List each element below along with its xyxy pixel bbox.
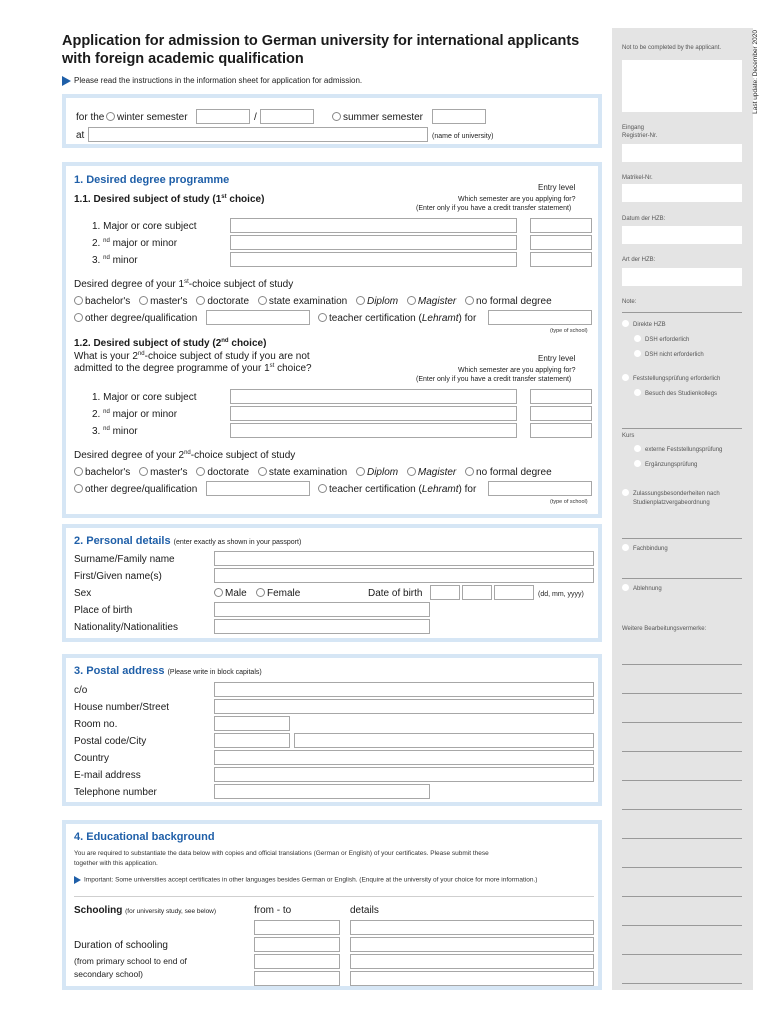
winter-radio[interactable] bbox=[106, 112, 115, 121]
section4-important: Important: Some universities accept certificates in other languages besides German or English. (Enquire at the university of your choice for more information.) bbox=[74, 876, 537, 884]
section1-heading: 1. Desired degree programme bbox=[74, 174, 230, 186]
page-title: Application for admission to German university for international applicants with foreign academic qualification bbox=[62, 33, 580, 67]
externe-fsp-option[interactable]: externe Feststellungsprüfung bbox=[634, 445, 722, 454]
for-the-label: for the bbox=[76, 112, 105, 123]
minor-label-2: 3. $^{nd}$ minor bbox=[92, 426, 138, 437]
duration-label: Duration of schooling bbox=[74, 940, 168, 951]
office-use-sidebar bbox=[612, 28, 753, 990]
section4-heading: 4. Educational background bbox=[74, 831, 215, 843]
section-degree-programme bbox=[62, 162, 602, 518]
entry-level-input-6[interactable] bbox=[530, 423, 592, 438]
section3-heading: 3. Postal address (Please write in block capitals) bbox=[74, 665, 262, 677]
country-label: Country bbox=[74, 753, 110, 764]
teacher-cert-option-2[interactable]: teacher certification (Lehramt) for bbox=[318, 484, 476, 496]
co-input[interactable] bbox=[214, 682, 594, 697]
weitere-label: Weitere Bearbeitungsvermerke: bbox=[622, 626, 707, 632]
not-completed-note: Not to be completed by the applicant. bbox=[622, 45, 722, 51]
degree-option-diplom[interactable]: Diplom bbox=[356, 296, 398, 307]
room-no-input[interactable] bbox=[214, 716, 290, 731]
entry-level-input-5[interactable] bbox=[530, 406, 592, 421]
degree-options-2 bbox=[74, 467, 552, 479]
fachbindung-option[interactable]: Fachbindung bbox=[622, 544, 668, 553]
other-degree-option-2[interactable]: other degree/qualification bbox=[74, 484, 197, 496]
postal-code-input[interactable] bbox=[214, 733, 290, 748]
schooling-from-to-input-3[interactable] bbox=[254, 954, 340, 969]
sex-label: Sex bbox=[74, 588, 92, 599]
note-line-12[interactable] bbox=[622, 983, 742, 984]
at-label: at bbox=[76, 130, 85, 141]
besuch-studienkolleg-option[interactable]: Besuch des Studienkollegs bbox=[634, 389, 717, 398]
co-label: c/o bbox=[74, 685, 88, 696]
type-of-school-hint-1: (type of school) bbox=[550, 328, 588, 334]
section4-paragraph-1: You are required to substantiate the data below with copies and official translations (German or English) of your certificates. Please submit these bbox=[74, 850, 489, 857]
schooling-details-input-1[interactable] bbox=[350, 920, 594, 935]
note-line-6[interactable] bbox=[622, 809, 742, 810]
entry-level-label-2: Entry level bbox=[538, 354, 576, 363]
degree-option-magister[interactable]: Magister bbox=[407, 296, 456, 307]
entry-level-label: Entry level bbox=[538, 183, 576, 192]
from-primary-line-2: secondary school) bbox=[74, 969, 143, 979]
zulassung-line2: Studienplatzvergabeordnung bbox=[633, 500, 710, 506]
schooling-details-input-3[interactable] bbox=[350, 954, 594, 969]
note-line-11[interactable] bbox=[622, 954, 742, 955]
minor-input-1[interactable] bbox=[230, 252, 517, 267]
country-input[interactable] bbox=[214, 750, 594, 765]
note-line-9[interactable] bbox=[622, 896, 742, 897]
office-box-top[interactable] bbox=[622, 60, 742, 112]
email-input[interactable] bbox=[214, 767, 594, 782]
major-subject-input-1[interactable] bbox=[230, 218, 517, 233]
nationality-input[interactable] bbox=[214, 619, 430, 634]
last-update-label: Last update: December 2020 bbox=[752, 30, 759, 114]
other-degree-input-1[interactable] bbox=[206, 310, 310, 325]
surname-label: Surname/Family name bbox=[74, 554, 175, 565]
city-input[interactable] bbox=[294, 733, 594, 748]
kurs-label: Kurs bbox=[622, 433, 635, 439]
section-postal-address bbox=[62, 654, 602, 806]
schooling-from-to-input-4[interactable] bbox=[254, 971, 340, 986]
instruction-text: Please read the instructions in the information sheet for application for admission. bbox=[74, 76, 363, 86]
degree2-option-no-formal[interactable]: no formal degree bbox=[465, 467, 552, 478]
entry-level-input-1[interactable] bbox=[530, 218, 592, 233]
section-personal-details bbox=[62, 524, 602, 642]
dob-day-input[interactable] bbox=[430, 585, 460, 600]
desired-degree-1-label: Desired degree of your 1st-choice subject of study bbox=[74, 279, 294, 290]
winter-year-to-input[interactable] bbox=[260, 109, 314, 124]
degree-option-no-formal[interactable]: no formal degree bbox=[465, 296, 552, 307]
datum-hzb-input[interactable] bbox=[622, 226, 742, 244]
degree2-option-state-exam[interactable]: state examination bbox=[258, 467, 347, 478]
note-label: Note: bbox=[622, 299, 637, 305]
degree-options-1 bbox=[74, 296, 552, 308]
subject-first-choice-heading: 1.1. Desired subject of study (1st choice) bbox=[74, 194, 265, 205]
second-major-input-2[interactable] bbox=[230, 406, 517, 421]
major-subject-label-2: 1. Major or core subject bbox=[92, 392, 197, 403]
winter-semester-option[interactable]: winter semester bbox=[106, 112, 188, 124]
section4-divider bbox=[74, 896, 594, 897]
art-hzb-label: Art der HZB: bbox=[622, 257, 656, 263]
art-hzb-input[interactable] bbox=[622, 268, 742, 286]
section4-paragraph-2: together with this application. bbox=[74, 860, 158, 867]
registrier-label: Registrier-Nr. bbox=[622, 133, 658, 139]
eingang-label: Eingang bbox=[622, 125, 645, 131]
schooling-from-to-input-2[interactable] bbox=[254, 937, 340, 952]
nationality-label: Nationality/Nationalities bbox=[74, 622, 178, 633]
matrikel-label: Matrikel-Nr. bbox=[622, 175, 653, 181]
summer-radio[interactable] bbox=[332, 112, 341, 121]
degree-option-master[interactable]: master's bbox=[139, 296, 187, 307]
dob-year-input[interactable] bbox=[494, 585, 534, 600]
place-of-birth-input[interactable] bbox=[214, 602, 430, 617]
major-subject-input-2[interactable] bbox=[230, 389, 517, 404]
street-input[interactable] bbox=[214, 699, 594, 714]
teacher-cert-input-2[interactable] bbox=[488, 481, 592, 496]
schooling-details-input-2[interactable] bbox=[350, 937, 594, 952]
minor-input-2[interactable] bbox=[230, 423, 517, 438]
entry-level-input-4[interactable] bbox=[530, 389, 592, 404]
section2-note: (enter exactly as shown in your passport) bbox=[173, 539, 302, 546]
degree2-option-doctorate[interactable]: doctorate bbox=[196, 467, 249, 478]
credit-transfer-note: (Enter only if you have a credit transfer statement) bbox=[416, 205, 572, 212]
erganzung-option[interactable]: Ergänzungsprüfung bbox=[634, 460, 697, 469]
summer-year-input[interactable] bbox=[432, 109, 486, 124]
schooling-label: Schooling (for university study, see below) bbox=[74, 905, 217, 916]
dsh-erforderlich-option[interactable]: DSH erforderlich bbox=[634, 335, 689, 344]
schooling-details-input-4[interactable] bbox=[350, 971, 594, 986]
schooling-from-to-input-1[interactable] bbox=[254, 920, 340, 935]
matrikel-input[interactable] bbox=[622, 184, 742, 202]
major-subject-label-1: 1. Major or core subject bbox=[92, 221, 197, 232]
first-name-input[interactable] bbox=[214, 568, 594, 583]
type-of-school-hint-2: (type of school) bbox=[550, 499, 588, 505]
note-line-3[interactable] bbox=[622, 722, 742, 723]
other-degree-option-1[interactable]: other degree/qualification bbox=[74, 313, 197, 325]
which-semester-label: Which semester are you applying for? bbox=[458, 196, 576, 203]
fachbindung-divider bbox=[622, 578, 742, 579]
dob-label: Date of birth bbox=[368, 588, 423, 599]
degree2-option-magister[interactable]: Magister bbox=[407, 467, 456, 478]
arrow-right-icon bbox=[62, 76, 71, 86]
winter-year-from-input[interactable] bbox=[196, 109, 250, 124]
from-primary-line-1: (from primary school to end of bbox=[74, 956, 187, 966]
summer-semester-option[interactable]: summer semester bbox=[332, 112, 423, 124]
minor-label-1: 3. $^{nd}$ minor bbox=[92, 255, 138, 266]
direkte-hzb-option[interactable]: Direkte HZB bbox=[622, 320, 666, 329]
degree2-option-master[interactable]: master's bbox=[139, 467, 187, 478]
note-line-7[interactable] bbox=[622, 838, 742, 839]
subject-second-choice-heading: 1.2. Desired subject of study (2nd choice) bbox=[74, 338, 267, 349]
from-to-header: from - to bbox=[254, 905, 292, 916]
first-name-label: First/Given name(s) bbox=[74, 571, 162, 582]
other-degree-input-2[interactable] bbox=[206, 481, 310, 496]
degree-option-bachelor[interactable]: bachelor's bbox=[74, 296, 130, 307]
male-option[interactable]: Male bbox=[214, 588, 247, 600]
second-choice-question-line1: What is your 2nd-choice subject of study if you are not bbox=[74, 351, 310, 362]
note-line-2[interactable] bbox=[622, 693, 742, 694]
which-semester-label-2: Which semester are you applying for? bbox=[458, 367, 576, 374]
credit-transfer-note-2: (Enter only if you have a credit transfer statement) bbox=[416, 376, 572, 383]
teacher-cert-input-1[interactable] bbox=[488, 310, 592, 325]
note-line bbox=[622, 312, 742, 313]
postal-code-city-label: Postal code/City bbox=[74, 736, 147, 747]
dob-month-input[interactable] bbox=[462, 585, 492, 600]
name-of-university-hint: (name of university) bbox=[432, 133, 494, 140]
telephone-input[interactable] bbox=[214, 784, 430, 799]
instruction-line bbox=[62, 76, 362, 86]
degree-option-doctorate[interactable]: doctorate bbox=[196, 296, 249, 307]
zulassung-divider bbox=[622, 538, 742, 539]
room-no-label: Room no. bbox=[74, 719, 118, 730]
note-line-1[interactable] bbox=[622, 664, 742, 665]
note-line-5[interactable] bbox=[622, 780, 742, 781]
schooling-note: (for university study, see below) bbox=[125, 908, 217, 915]
telephone-label: Telephone number bbox=[74, 787, 157, 798]
year-slash: / bbox=[254, 112, 257, 123]
surname-input[interactable] bbox=[214, 551, 594, 566]
desired-degree-2-label: Desired degree of your 2nd-choice subject of study bbox=[74, 450, 296, 461]
registrier-input[interactable] bbox=[622, 144, 742, 162]
second-major-label-2: 2. $^{nd}$ major or minor bbox=[92, 409, 178, 420]
section-educational-background bbox=[62, 820, 602, 990]
note-line-10[interactable] bbox=[622, 925, 742, 926]
note-line-4[interactable] bbox=[622, 751, 742, 752]
degree-option-state-exam[interactable]: state examination bbox=[258, 296, 347, 307]
entry-level-input-2[interactable] bbox=[530, 235, 592, 250]
arrow-right-icon bbox=[74, 876, 81, 884]
second-choice-question-line2: admitted to the degree programme of your 1st choice? bbox=[74, 363, 312, 374]
entry-level-input-3[interactable] bbox=[530, 252, 592, 267]
zulassung-option[interactable]: Zulassungsbesonderheiten nach bbox=[622, 489, 720, 498]
teacher-cert-option-1[interactable]: teacher certification (Lehramt) for bbox=[318, 313, 476, 325]
semester-panel bbox=[62, 94, 602, 148]
female-option[interactable]: Female bbox=[256, 588, 300, 600]
dob-format-hint: (dd, mm, yyyy) bbox=[538, 591, 584, 598]
details-header: details bbox=[350, 905, 379, 916]
university-name-input[interactable] bbox=[88, 127, 428, 142]
kurs-line bbox=[622, 428, 742, 429]
dsh-nicht-option[interactable]: DSH nicht erforderlich bbox=[634, 350, 704, 359]
street-label: House number/Street bbox=[74, 702, 170, 713]
place-of-birth-label: Place of birth bbox=[74, 605, 133, 616]
ablehnung-option[interactable]: Ablehnung bbox=[622, 584, 662, 593]
degree2-option-diplom[interactable]: Diplom bbox=[356, 467, 398, 478]
fsp-erforderlich-option[interactable]: Feststellungsprüfung erforderlich bbox=[622, 374, 720, 383]
second-major-label-1: 2. $^{nd}$ major or minor bbox=[92, 238, 178, 249]
email-label: E-mail address bbox=[74, 770, 141, 781]
note-line-8[interactable] bbox=[622, 867, 742, 868]
datum-hzb-label: Datum der HZB: bbox=[622, 216, 666, 222]
section2-heading: 2. Personal details (enter exactly as shown in your passport) bbox=[74, 535, 302, 547]
degree2-option-bachelor[interactable]: bachelor's bbox=[74, 467, 130, 478]
section3-note: (Please write in block capitals) bbox=[167, 669, 262, 676]
second-major-input-1[interactable] bbox=[230, 235, 517, 250]
